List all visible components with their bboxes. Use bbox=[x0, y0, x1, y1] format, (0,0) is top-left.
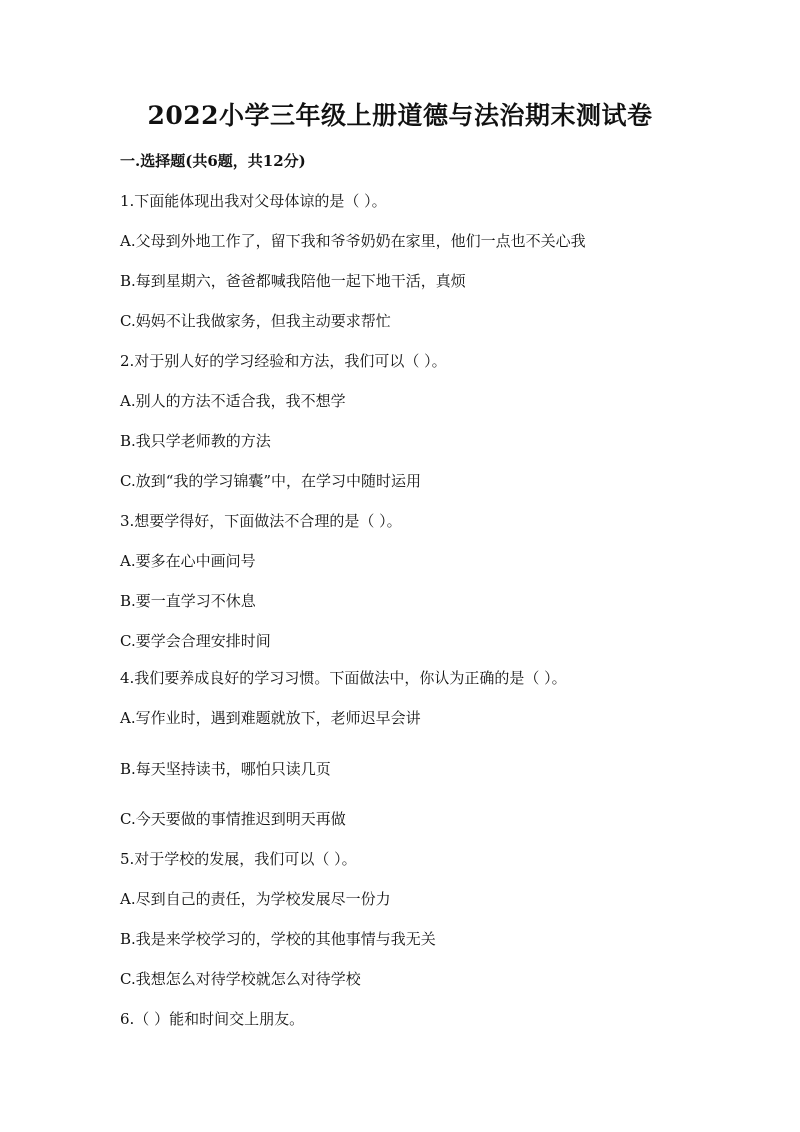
question-4-option-b: B.每天坚持读书，哪怕只读几页 bbox=[120, 760, 331, 778]
question-3: 3.想要学得好，下面做法不合理的是（ ）。 bbox=[120, 512, 402, 530]
question-1-option-c: C.妈妈不让我做家务，但我主动要求帮忙 bbox=[120, 312, 391, 330]
question-3-option-c: C.要学会合理安排时间 bbox=[120, 632, 271, 650]
question-3-option-a: A.要多在心中画问号 bbox=[120, 552, 256, 570]
page-title: 2022小学三年级上册道德与法治期末测试卷 bbox=[147, 101, 653, 130]
question-4: 4.我们要养成良好的学习习惯。下面做法中，你认为正确的是（ ）。 bbox=[120, 669, 567, 687]
question-5-option-c: C.我想怎么对待学校就怎么对待学校 bbox=[120, 970, 361, 988]
question-2-option-b: B.我只学老师教的方法 bbox=[120, 432, 271, 450]
question-2-option-a: A.别人的方法不适合我，我不想学 bbox=[120, 392, 346, 410]
question-1-option-a: A.父母到外地工作了，留下我和爷爷奶奶在家里，他们一点也不关心我 bbox=[120, 232, 586, 250]
question-4-option-a: A.写作业时，遇到难题就放下，老师迟早会讲 bbox=[120, 709, 421, 727]
section-heading: 一.选择题(共6题，共12分) bbox=[120, 152, 306, 170]
question-1-option-b: B.每到星期六，爸爸都喊我陪他一起下地干活，真烦 bbox=[120, 272, 466, 290]
question-6: 6.（ ）能和时间交上朋友。 bbox=[120, 1010, 305, 1028]
question-5: 5.对于学校的发展，我们可以（ ）。 bbox=[120, 850, 357, 868]
question-5-option-b: B.我是来学校学习的，学校的其他事情与我无关 bbox=[120, 930, 436, 948]
question-1: 1.下面能体现出我对父母体谅的是（ ）。 bbox=[120, 192, 387, 210]
question-4-option-c: C.今天要做的事情推迟到明天再做 bbox=[120, 810, 346, 828]
question-3-option-b: B.要一直学习不休息 bbox=[120, 592, 256, 610]
question-2: 2.对于别人好的学习经验和方法，我们可以（ ）。 bbox=[120, 352, 447, 370]
question-2-option-c: C.放到“我的学习锦囊”中，在学习中随时运用 bbox=[120, 472, 422, 490]
question-5-option-a: A.尽到自己的责任，为学校发展尽一份力 bbox=[120, 890, 391, 908]
